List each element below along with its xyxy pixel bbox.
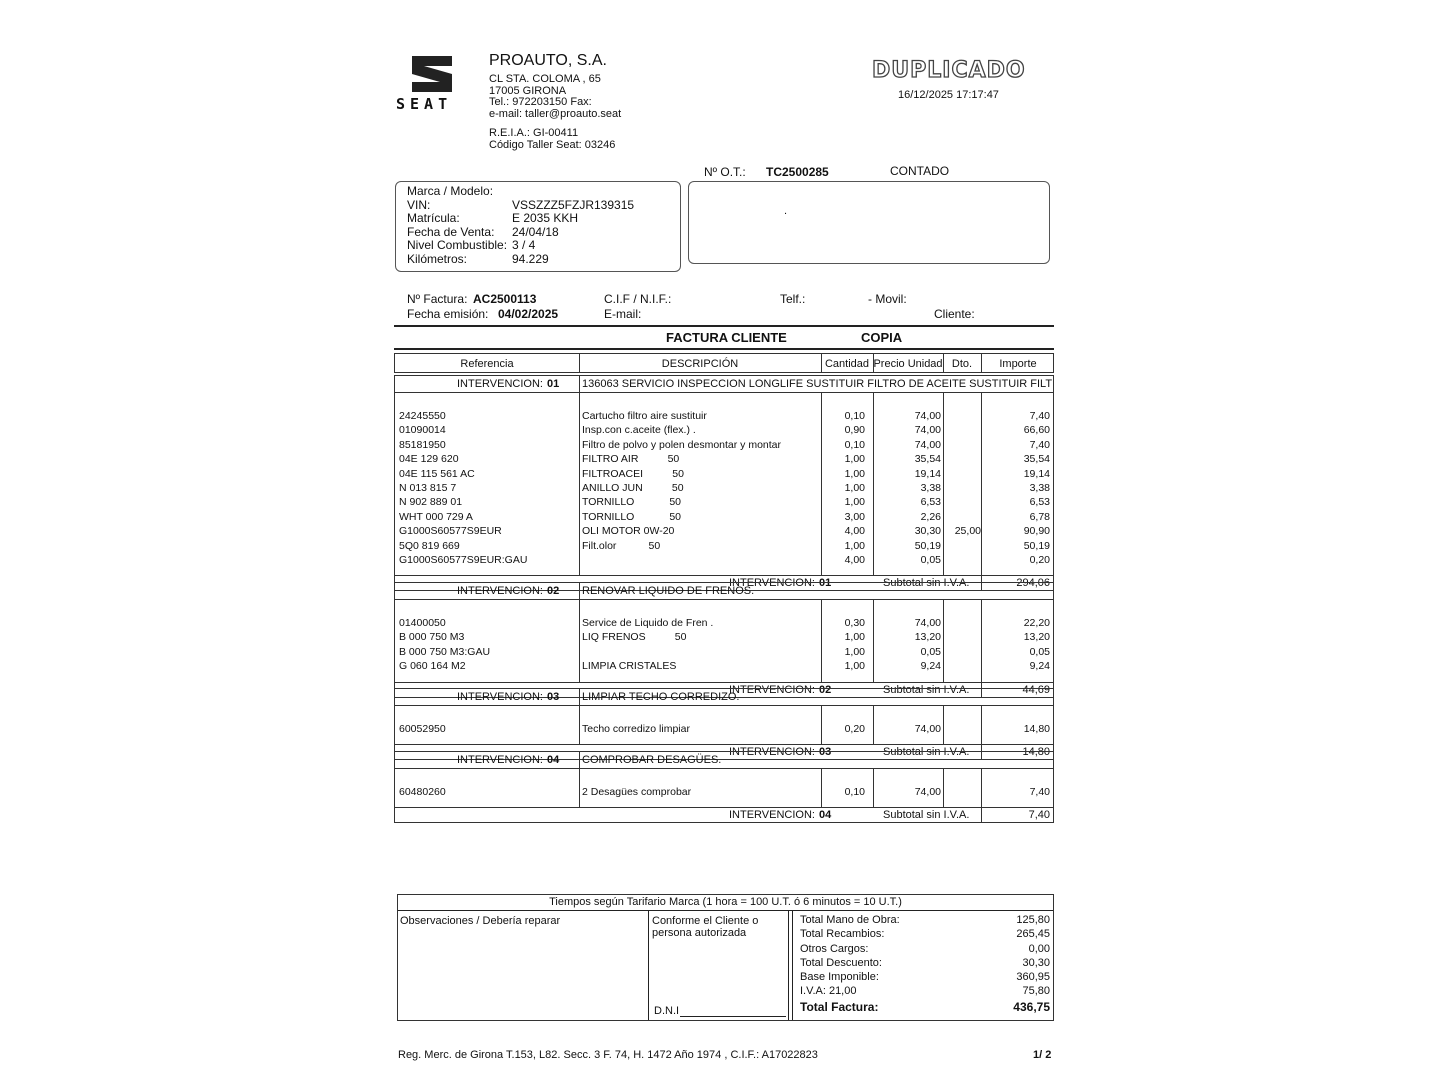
divider xyxy=(648,910,649,1020)
cell-ref: 5Q0 819 669 xyxy=(399,539,460,552)
tiempos-note: Tiempos según Tarifario Marca (1 hora = 100 U.T. ó 6 minutos = 10 U.T.) xyxy=(549,896,902,908)
subtotal-intervention-number: 01 xyxy=(819,577,832,590)
cell-ref: 60480260 xyxy=(399,786,446,798)
total-row xyxy=(800,970,1050,984)
total-row xyxy=(800,984,1050,998)
email-label: E-mail: xyxy=(604,307,642,321)
cell-ref: 60052950 xyxy=(399,723,446,735)
cell-price: 3,38 xyxy=(920,482,941,494)
cell-desc: FILTROACEI 50 xyxy=(582,467,684,480)
footer-box xyxy=(397,894,1054,1021)
table-row xyxy=(395,524,1055,539)
subtotal-intervention-label: INTERVENCION: xyxy=(729,746,815,759)
cell-price: 74,00 xyxy=(914,617,941,629)
cell-ref: 04E 129 620 xyxy=(399,453,459,466)
table-row xyxy=(395,630,1055,645)
table-row xyxy=(395,452,1055,467)
cell-desc: ANILLO JUN 50 xyxy=(582,482,684,494)
header-qty: Cantidad xyxy=(824,358,870,370)
duplicate-stamp: DUPLICADO xyxy=(872,58,1026,83)
cell-ref: 85181950 xyxy=(399,438,446,451)
subtotal-intervention-label: INTERVENCION: xyxy=(729,683,815,696)
intervention-number: 01 xyxy=(547,378,560,390)
cell-qty: 0,20 xyxy=(844,723,865,735)
company-email: e-mail: taller@proauto.seat xyxy=(489,107,622,120)
intervention-title: RENOVAR LIQUIDO DE FRENOS. xyxy=(582,585,755,597)
intervention-title-row xyxy=(394,582,1054,600)
cell-qty: 4,00 xyxy=(844,525,865,538)
cell-price: 50,19 xyxy=(914,539,941,552)
cell-ref: B 000 750 M3 xyxy=(399,631,465,644)
cell-ref: N 013 815 7 xyxy=(399,482,457,494)
divider xyxy=(394,348,1054,350)
table-row xyxy=(395,481,1055,496)
table-header xyxy=(394,353,1054,373)
cell-ref: N 902 889 01 xyxy=(399,496,463,509)
customer-box-dot: . xyxy=(784,205,788,217)
grand-total-row xyxy=(800,1000,1050,1014)
cell-imp: 19,14 xyxy=(1023,467,1050,480)
intervention-title-row xyxy=(394,375,1054,393)
subtotal-intervention-number: 04 xyxy=(819,809,832,822)
cell-price: 74,00 xyxy=(914,723,941,735)
cell-imp: 14,80 xyxy=(1023,723,1050,735)
cell-imp: 0,05 xyxy=(1029,645,1050,658)
cell-imp: 35,54 xyxy=(1023,453,1050,466)
subtotal-intervention-number: 02 xyxy=(819,683,832,696)
cell-imp: 7,40 xyxy=(1029,786,1050,798)
vehicle-km: 94.229 xyxy=(512,251,549,266)
cell-imp: 9,24 xyxy=(1029,660,1050,673)
cell-price: 0,05 xyxy=(920,645,941,658)
cell-imp: 7,40 xyxy=(1029,438,1050,451)
vehicle-label: VIN: xyxy=(407,197,431,212)
divider xyxy=(394,325,1054,327)
col-divider xyxy=(579,752,580,768)
ot-label: Nº O.T.: xyxy=(704,165,746,179)
cell-qty: 0,10 xyxy=(844,438,865,451)
total-row-label: Total Recambios: xyxy=(800,928,885,941)
dni-line xyxy=(680,1016,786,1017)
table-row xyxy=(395,722,1055,737)
cell-qty: 0,10 xyxy=(844,786,865,798)
intervention-lines xyxy=(394,769,1054,807)
total-row-label: I.V.A: 21,00 xyxy=(800,985,857,998)
table-row xyxy=(395,467,1055,482)
cell-desc: OLI MOTOR 0W-20 xyxy=(582,525,675,538)
intervention-lines xyxy=(394,600,1054,682)
cell-desc: Cartucho filtro aire sustituir xyxy=(582,410,707,422)
cell-ref: G1000S60577S9EUR xyxy=(399,525,502,538)
cell-qty: 1,00 xyxy=(844,496,865,509)
header-price: Precio Unidad xyxy=(873,358,943,370)
invoice-num-label: Nº Factura: xyxy=(407,292,468,306)
total-row-label: Total Descuento: xyxy=(800,956,882,969)
vehicle-label: Kilómetros: xyxy=(407,251,468,266)
cell-desc: TORNILLO 50 xyxy=(582,496,682,509)
cell-price: 2,26 xyxy=(920,510,941,523)
table-row xyxy=(395,409,1055,424)
header-dto: Dto. xyxy=(951,358,973,370)
tel-label: Telf.: xyxy=(780,292,806,306)
cell-qty: 4,00 xyxy=(844,554,865,566)
cell-qty: 1,00 xyxy=(844,539,865,552)
total-row-value: 30,30 xyxy=(1022,956,1050,969)
intervention-lines xyxy=(394,393,1054,575)
cell-desc: Service de Liquido de Fren . xyxy=(582,617,714,629)
total-row-value: 75,80 xyxy=(1022,985,1050,998)
vehicle-label: Marca / Modelo: xyxy=(407,184,494,198)
company-phone: Tel.: 972203150 Fax: xyxy=(489,96,592,108)
total-row xyxy=(800,927,1050,941)
total-row-value: 265,45 xyxy=(1016,928,1050,941)
cell-qty: 1,00 xyxy=(844,467,865,480)
table-row xyxy=(395,785,1055,800)
table-row xyxy=(395,438,1055,453)
cif-label: C.I.F / N.I.F.: xyxy=(604,292,672,306)
cell-ref: 01400050 xyxy=(399,617,446,629)
intervention-label: INTERVENCION: xyxy=(457,691,543,703)
total-row-value: 125,80 xyxy=(1016,914,1050,926)
invoice-num-value: AC2500113 xyxy=(473,292,537,306)
subtotal-value: 7,40 xyxy=(1028,809,1050,822)
intervention-title-row xyxy=(394,688,1054,706)
table-row xyxy=(395,539,1055,554)
intervention-title: COMPROBAR DESAGÜES. xyxy=(582,754,722,766)
vehicle-label: Nivel Combustible: xyxy=(407,238,508,253)
cell-price: 35,54 xyxy=(914,453,941,466)
table-row xyxy=(395,616,1055,631)
customer-box xyxy=(688,181,1050,264)
vehicle-vin: VSSZZZ5FZJR139315 xyxy=(512,197,635,212)
vehicle-fuel: 3 / 4 xyxy=(512,238,536,253)
cell-ref: G1000S60577S9EUR:GAU xyxy=(399,554,528,566)
invoice-title: FACTURA CLIENTE xyxy=(666,330,787,345)
company-address1: CL STA. COLOMA , 65 xyxy=(489,73,601,85)
cell-desc: FILTRO AIR 50 xyxy=(582,453,680,466)
cell-imp: 66,60 xyxy=(1023,424,1050,437)
cell-ref: G 060 164 M2 xyxy=(399,660,466,673)
registry-text: Reg. Merc. de Girona T.153, L82. Secc. 3 F. 74, H. 1472 Año 1974 , C.I.F.: A17022823 xyxy=(398,1049,818,1061)
cell-desc: TORNILLO 50 xyxy=(582,510,682,523)
cell-qty: 0,30 xyxy=(844,617,865,629)
cell-desc: Insp.con c.aceite (flex.) . xyxy=(582,424,696,437)
subtotal-intervention-label: INTERVENCION: xyxy=(729,577,815,590)
subtotal-intervention-label: INTERVENCION: xyxy=(729,809,815,822)
cell-desc: LIMPIA CRISTALES xyxy=(582,660,677,673)
vehicle-values xyxy=(512,185,634,267)
cell-desc: Filtro de polvo y polen desmontar y montar xyxy=(582,438,782,451)
total-row-value: 360,95 xyxy=(1016,971,1050,984)
cell-qty: 0,10 xyxy=(844,410,865,422)
intervention-label: INTERVENCION: xyxy=(457,585,543,597)
conforme-line1: Conforme el Cliente o xyxy=(652,915,759,927)
cell-qty: 1,00 xyxy=(844,660,865,673)
cell-price: 74,00 xyxy=(914,410,941,422)
dni-label: D.N.I xyxy=(654,1005,680,1017)
vehicle-label: Fecha de Venta: xyxy=(407,224,495,239)
cliente-label: Cliente: xyxy=(934,307,975,321)
page-number: 1/ 2 xyxy=(1033,1049,1052,1061)
divider xyxy=(398,910,1053,911)
cell-ref: 01090014 xyxy=(399,424,446,437)
cell-dto: 25,00 xyxy=(954,525,981,538)
intervention-title-row xyxy=(394,751,1054,769)
table-row xyxy=(395,645,1055,660)
cell-imp: 6,78 xyxy=(1029,510,1050,523)
col-divider xyxy=(579,583,580,599)
intervention-label: INTERVENCION: xyxy=(457,754,543,766)
cell-desc: LIQ FRENOS 50 xyxy=(582,631,687,644)
divider xyxy=(792,910,793,1020)
total-row xyxy=(800,913,1050,927)
movil-label: - Movil: xyxy=(868,292,907,306)
header-ref: Referencia xyxy=(460,358,514,370)
total-row xyxy=(800,956,1050,970)
company-block xyxy=(489,52,621,151)
cell-price: 19,14 xyxy=(914,467,941,480)
intervention-title: LIMPIAR TECHO CORREDIZO. xyxy=(582,691,740,703)
table-row xyxy=(395,510,1055,525)
company-workshop-code: Código Taller Seat: 03246 xyxy=(489,138,616,151)
company-reia: R.E.I.A.: GI-00411 xyxy=(489,127,579,139)
subtotal-label: Subtotal sin I.V.A. xyxy=(883,683,970,696)
stamp-datetime: 16/12/2025 17:17:47 xyxy=(898,89,999,101)
invoice-date-label: Fecha emisión: xyxy=(407,307,489,321)
grand-total-value: 436,75 xyxy=(1013,999,1050,1014)
table-row xyxy=(395,423,1055,438)
cell-qty: 1,00 xyxy=(844,453,865,466)
cell-price: 9,24 xyxy=(920,660,941,673)
intervention-number: 03 xyxy=(547,691,560,703)
payment-type: CONTADO xyxy=(890,164,950,178)
intervention-lines xyxy=(394,706,1054,744)
col-divider xyxy=(579,376,580,392)
intervention-number: 02 xyxy=(547,585,560,597)
cell-price: 0,05 xyxy=(920,554,941,566)
subtotal-value: 294,06 xyxy=(1016,577,1050,590)
table-row xyxy=(395,495,1055,510)
total-row-label: Otros Cargos: xyxy=(800,942,869,955)
cell-imp: 0,20 xyxy=(1029,554,1050,566)
cell-imp: 13,20 xyxy=(1023,631,1050,644)
cell-imp: 3,38 xyxy=(1029,482,1050,494)
col-divider xyxy=(579,689,580,705)
cell-price: 30,30 xyxy=(914,525,941,538)
vehicle-sale-date: 24/04/18 xyxy=(512,224,559,239)
vehicle-label: Matrícula: xyxy=(407,211,460,226)
col-divider xyxy=(981,808,982,822)
cell-ref: 24245550 xyxy=(399,410,446,422)
observaciones-label: Observaciones / Debería reparar xyxy=(400,915,561,927)
total-row xyxy=(800,942,1050,956)
header-desc: DESCRIPCIÓN xyxy=(661,358,739,370)
company-name: PROAUTO, S.A. xyxy=(489,52,607,69)
conforme-line2: persona autorizada xyxy=(652,927,747,939)
vehicle-value xyxy=(512,185,634,199)
total-row-label: Total Mano de Obra: xyxy=(800,914,900,926)
subtotal-label: Subtotal sin I.V.A. xyxy=(883,809,970,822)
cell-price: 6,53 xyxy=(920,496,941,509)
subtotal-intervention-number: 03 xyxy=(819,746,832,759)
cell-desc: 2 Desagües comprobar xyxy=(582,786,692,798)
header-imp: Importe xyxy=(999,358,1037,370)
cell-price: 74,00 xyxy=(914,438,941,451)
subtotal-label: Subtotal sin I.V.A. xyxy=(883,577,970,590)
total-row-label: Base Imponible: xyxy=(800,971,879,984)
total-row-value: 0,00 xyxy=(1028,942,1050,955)
subtotal-value: 14,80 xyxy=(1022,746,1050,759)
subtotal-row xyxy=(394,807,1054,823)
divider xyxy=(788,910,789,1020)
cell-price: 74,00 xyxy=(914,424,941,437)
intervention-label: INTERVENCION: xyxy=(457,378,543,390)
cell-imp: 22,20 xyxy=(1023,617,1050,629)
table-row xyxy=(395,553,1055,568)
cell-price: 13,20 xyxy=(914,631,941,644)
cell-ref: B 000 750 M3:GAU xyxy=(399,645,491,658)
cell-qty: 3,00 xyxy=(844,510,865,523)
subtotal-label: Subtotal sin I.V.A. xyxy=(883,746,970,759)
grand-total-label: Total Factura: xyxy=(800,999,879,1014)
table-row xyxy=(395,659,1055,674)
cell-qty: 1,00 xyxy=(844,482,865,494)
vehicle-labels xyxy=(407,185,507,267)
cell-desc: Filt.olor 50 xyxy=(582,539,661,552)
cell-desc: Techo corredizo limpiar xyxy=(582,723,690,735)
cell-imp: 6,53 xyxy=(1029,496,1050,509)
ot-value: TC2500285 xyxy=(766,165,829,179)
invoice-copy: COPIA xyxy=(861,330,903,345)
subtotal-value: 44,69 xyxy=(1022,683,1050,696)
cell-price: 74,00 xyxy=(914,786,941,798)
cell-ref: 04E 115 561 AC xyxy=(399,467,475,480)
invoice-date-value: 04/02/2025 xyxy=(498,307,559,321)
cell-qty: 1,00 xyxy=(844,645,865,658)
cell-imp: 90,90 xyxy=(1023,525,1050,538)
cell-qty: 0,90 xyxy=(844,424,865,437)
vehicle-plate: E 2035 KKH xyxy=(512,211,579,226)
company-address2: 17005 GIRONA xyxy=(489,84,567,97)
intervention-number: 04 xyxy=(547,754,560,766)
totals-list xyxy=(800,913,1050,1014)
cell-imp: 50,19 xyxy=(1023,539,1050,552)
intervention-title: 136063 SERVICIO INSPECCION LONGLIFE SUSTITUIR FILTRO DE ACEITE SUSTITUIR FILT xyxy=(582,378,1052,390)
cell-ref: WHT 000 729 A xyxy=(399,510,473,523)
cell-imp: 7,40 xyxy=(1029,410,1050,422)
brand-wordmark: SEAT xyxy=(396,95,453,113)
cell-qty: 1,00 xyxy=(844,631,865,644)
